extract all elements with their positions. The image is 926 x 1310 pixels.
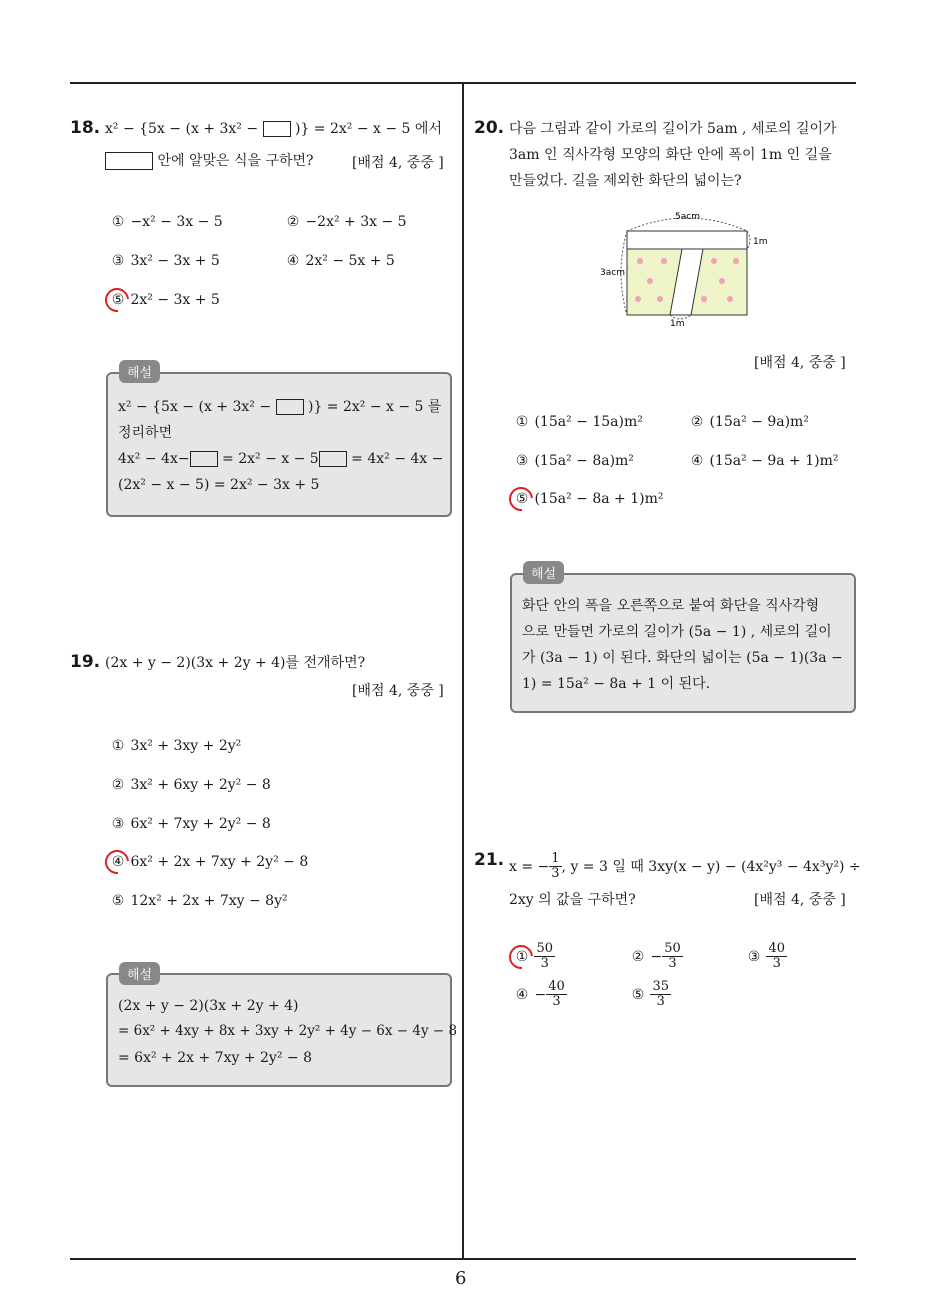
q18-expl-line3 — [118, 450, 443, 468]
q18-expl-line4: (2x² − x − 5) = 2x² − 3x + 5 — [118, 477, 320, 493]
q18-expl-line2: 정리하면 — [118, 425, 173, 441]
choice-mark: ③ — [111, 253, 125, 269]
q18-choice-3[interactable] — [110, 253, 220, 269]
choice-text: 2x² − 3x + 5 — [130, 292, 220, 308]
frac-den: 3 — [656, 994, 665, 1010]
q19-choice-3[interactable] — [110, 816, 271, 832]
choice-mark — [110, 292, 126, 308]
q20-expl-line3: 가 (3a − 1) 이 된다. 화단의 넓이는 (5a − 1)(3a − — [522, 650, 843, 666]
fig-label-right: 1m — [753, 237, 768, 247]
q20-choice-1[interactable] — [514, 414, 643, 430]
q20-choice-5-correct[interactable] — [514, 491, 663, 507]
answer-circle-mark — [504, 940, 538, 974]
choice-mark: ② — [111, 777, 125, 793]
q20-expl-line1: 화단 안의 폭을 오른쪽으로 붙여 화단을 직사각형 — [522, 598, 820, 614]
choice-mark: ③ — [111, 816, 125, 832]
q19-choice-1[interactable] — [110, 738, 241, 754]
q18-choice-4[interactable] — [285, 253, 395, 269]
choice-mark: ② — [631, 948, 645, 965]
frac-den: 3 — [540, 956, 549, 972]
q18-expl-blank-2 — [190, 451, 218, 467]
choice-mark: ① — [111, 214, 125, 230]
choice-text: 3x² + 6xy + 2y² − 8 — [130, 777, 271, 793]
choice-fraction — [546, 980, 567, 1010]
choice-mark: ④ — [690, 453, 704, 469]
choice-mark — [514, 949, 530, 965]
question-number-18: 18. — [70, 118, 101, 138]
q20-choice-4[interactable] — [689, 453, 838, 469]
choice-mark: ④ — [286, 253, 300, 269]
q18-blank-box-2 — [105, 152, 153, 170]
frac-num: 50 — [664, 941, 681, 956]
choice-text: 3x² − 3x + 5 — [130, 253, 220, 269]
choice-sign: − — [650, 948, 663, 965]
q21-stem-part-b: , y = 3 일 때 3xy(x − y) − (4x²y³ − 4x³y²) ÷ — [561, 858, 861, 875]
choice-text: 12x² + 2x + 7xy − 8y² — [130, 893, 288, 909]
answer-circle-mark — [100, 845, 134, 879]
q20-choice-3[interactable] — [514, 453, 634, 469]
choice-mark — [514, 491, 530, 507]
choice-mark-text: ① — [515, 948, 529, 965]
q21-points: [배점 4, 중중 ] — [754, 892, 846, 908]
choice-fraction — [534, 942, 555, 972]
choice-mark: ③ — [515, 453, 529, 469]
frac-den: 3 — [772, 956, 781, 972]
choice-mark: ① — [111, 738, 125, 754]
expl-text: )} = 2x² − x − 5 를 — [307, 399, 442, 415]
q19-expl-line2: = 6x² + 4xy + 8x + 3xy + 2y² + 4y − 6x − 4y − 8 — [118, 1023, 458, 1039]
choice-mark-text: ④ — [111, 854, 125, 870]
answer-circle-mark — [100, 283, 134, 317]
q19-explanation-tag: 해설 — [119, 962, 160, 985]
q18-explanation-tag: 해설 — [119, 360, 160, 383]
choice-mark: ② — [690, 414, 704, 430]
q19-stem-line1: (2x + y − 2)(3x + 2y + 4)를 전개하면? — [105, 655, 366, 671]
bottom-rule — [70, 1258, 856, 1260]
q18-choice-2[interactable] — [285, 214, 407, 230]
frac-num: 50 — [536, 941, 553, 956]
q20-choice-2[interactable] — [689, 414, 809, 430]
q20-explanation-box — [510, 573, 856, 713]
choice-text: (15a² − 15a)m² — [534, 414, 643, 430]
choice-text: −x² − 3x − 5 — [130, 214, 223, 230]
q18-stem-line1 — [105, 120, 442, 138]
fig-label-bottom: 1m — [670, 319, 685, 329]
q21-stem-line2: 2xy 의 값을 구하면? — [509, 892, 636, 908]
q19-choice-4-correct[interactable] — [110, 854, 308, 870]
q20-stem-line3: 만들었다. 길을 제외한 화단의 넓이는? — [509, 173, 742, 189]
q21-choice-1-correct[interactable] — [514, 942, 555, 972]
q21-fraction — [549, 852, 561, 882]
frac-num: 35 — [652, 979, 669, 994]
choice-text: 2x² − 5x + 5 — [305, 253, 395, 269]
q21-stem-line1 — [509, 852, 861, 882]
q20-points: [배점 4, 중중 ] — [754, 355, 846, 371]
frac-num: 1 — [551, 851, 560, 866]
q18-stem-line2 — [105, 152, 314, 170]
expl-text: = 2x² − x − 5 — [222, 451, 319, 467]
q18-stem-part-b: )} = 2x² − x − 5 에서 — [294, 121, 442, 137]
q19-explanation-box — [106, 973, 458, 1087]
q19-expl-line1: (2x + y − 2)(3x + 2y + 4) — [118, 998, 299, 1014]
choice-text: 6x² + 7xy + 2y² − 8 — [130, 816, 271, 832]
question-number-20: 20. — [474, 118, 505, 138]
choice-mark: ⑤ — [111, 893, 125, 909]
choice-fraction — [650, 980, 671, 1010]
choice-mark: ① — [515, 414, 529, 430]
question-number-21: 21. — [474, 850, 505, 870]
q18-stem-text: 안에 알맞은 식을 구하면? — [157, 153, 314, 169]
frac-num: 40 — [548, 979, 565, 994]
choice-fraction — [662, 942, 683, 972]
q18-expl-blank — [276, 399, 304, 415]
q21-stem-part-a: x = − — [509, 858, 550, 875]
fig-label-left: 3acm — [600, 268, 625, 278]
q20-expl-line4: 1) = 15a² − 8a + 1 이 된다. — [522, 676, 711, 692]
choice-fraction — [766, 942, 787, 972]
q19-choice-5[interactable] — [110, 893, 288, 909]
q18-choice-5-correct[interactable] — [110, 292, 220, 308]
q21-choice-3[interactable] — [746, 942, 787, 972]
q18-choice-1[interactable] — [110, 214, 223, 230]
choice-sign: − — [534, 986, 547, 1003]
column-divider — [462, 83, 464, 1258]
q21-choice-2[interactable] — [630, 942, 683, 972]
choice-text: −2x² + 3x − 5 — [305, 214, 407, 230]
choice-mark: ④ — [515, 986, 529, 1003]
frac-den: 3 — [668, 956, 677, 972]
choice-text: (15a² − 8a)m² — [534, 453, 634, 469]
page-number: 6 — [455, 1268, 467, 1289]
choice-mark: ② — [286, 214, 300, 230]
q19-expl-line3: = 6x² + 2x + 7xy + 2y² − 8 — [118, 1050, 312, 1066]
q20-stem-line1: 다음 그림과 같이 가로의 길이가 5am , 세로의 길이가 — [509, 121, 837, 137]
frac-num: 40 — [768, 941, 785, 956]
frac-den: 3 — [551, 866, 560, 882]
fig-label-top: 5acm — [675, 212, 700, 222]
choice-mark-text: ⑤ — [111, 292, 125, 308]
q18-expl-blank-3 — [319, 451, 347, 467]
frac-den: 3 — [552, 994, 561, 1010]
expl-text: x² − {5x − (x + 3x² − — [118, 399, 272, 415]
q18-stem-part-a: x² − {5x − (x + 3x² − — [105, 121, 259, 137]
q18-blank-box — [263, 121, 291, 137]
choice-text: (15a² − 9a + 1)m² — [709, 453, 839, 469]
choice-mark-text: ⑤ — [515, 491, 529, 507]
question-number-19: 19. — [70, 652, 101, 672]
choice-text: 6x² + 2x + 7xy + 2y² − 8 — [130, 854, 309, 870]
q20-stem-line2: 3am 인 직사각형 모양의 화단 안에 폭이 1m 인 길을 — [509, 147, 832, 163]
expl-text: = 4x² − 4x − — [351, 451, 444, 467]
choice-mark — [110, 854, 126, 870]
q18-expl-line1 — [118, 398, 441, 416]
q20-explanation-tag: 해설 — [523, 561, 564, 584]
q19-choice-2[interactable] — [110, 777, 271, 793]
choice-text: 3x² + 3xy + 2y² — [130, 738, 242, 754]
q20-expl-line2: 으로 만들면 가로의 길이가 (5a − 1) , 세로의 길이 — [522, 624, 832, 640]
choice-mark: ⑤ — [631, 986, 645, 1003]
choice-text: (15a² − 9a)m² — [709, 414, 809, 430]
q18-explanation-box — [106, 372, 452, 517]
q20-garden-figure — [590, 205, 790, 330]
expl-text: 4x² − 4x− — [118, 451, 190, 467]
choice-mark: ③ — [747, 948, 761, 965]
q21-choice-4[interactable] — [514, 980, 567, 1010]
q19-points: [배점 4, 중중 ] — [352, 683, 444, 699]
q21-choice-5[interactable] — [630, 980, 671, 1010]
choice-text: (15a² − 8a + 1)m² — [534, 491, 664, 507]
answer-circle-mark — [504, 482, 538, 516]
q18-points: [배점 4, 중중 ] — [352, 155, 444, 171]
